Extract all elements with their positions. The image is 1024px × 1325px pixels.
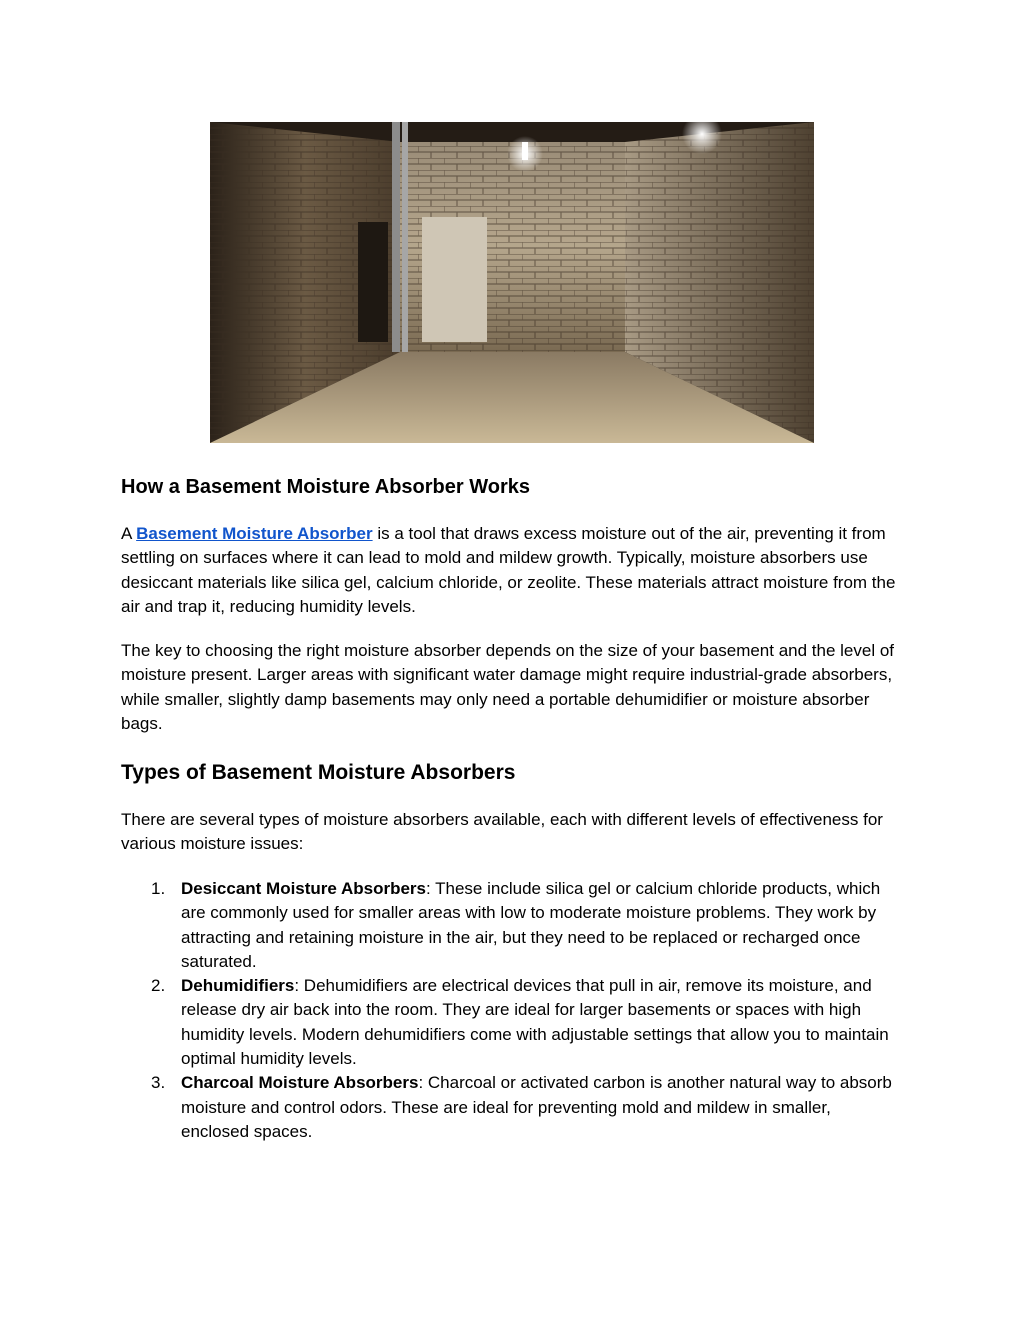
- list-item-number: 3.: [151, 1073, 166, 1093]
- section-heading-types: Types of Basement Moisture Absorbers: [121, 761, 516, 784]
- list-item-title: Charcoal Moisture Absorbers: [181, 1073, 419, 1093]
- list-item-title: Desiccant Moisture Absorbers: [181, 879, 426, 898]
- list-item-title: Dehumidifiers: [181, 976, 295, 996]
- section-heading-how-it-works: How a Basement Moisture Absorber Works: [121, 476, 530, 498]
- paragraph-choosing: The key to choosing the right moisture absorber depends on the size of your basement and the level of moisture present. Larger areas with significant water damage might require industrial-grade absorbers, while smaller, slightly damp basements may only need a portable dehumidifier or moisture absorber bags.: [121, 641, 895, 733]
- list-item: [121, 877, 903, 974]
- photo-of-brick-basement-icon: [210, 122, 814, 443]
- list-item-number: 1.: [151, 879, 166, 898]
- types-list: [121, 877, 903, 1144]
- paragraph-intro-rest: is a tool that draws excess moisture out of the air, preventing it from settling on surfaces where it can lead to mold and mildew growth. Typically, moisture absorbers use desiccant materials like silica gel, calcium chloride, or zeolite. These materials attract moisture from the air and trap it, reducing humidity levels.: [121, 524, 896, 616]
- basement-photo: [210, 122, 814, 443]
- list-item: [121, 1071, 903, 1144]
- paragraph-types-intro: There are several types of moisture absorbers available, each with different levels of effectiveness for various moisture issues:: [121, 810, 883, 854]
- list-item-text: : Charcoal or activated carbon is another natural way to absorb moisture and control odors. These are ideal for preventing mold and mildew in smaller, enclosed spaces.: [181, 1073, 892, 1141]
- paragraph-intro-lead: A: [121, 524, 137, 543]
- paragraph-intro: [121, 522, 903, 619]
- list-item-number: 2.: [151, 976, 166, 996]
- list-item: [121, 974, 903, 1071]
- list-item-text: : Dehumidifiers are electrical devices that pull in air, remove its moisture, and release dry air back into the room. They are ideal for larger basements or spaces with high humidity levels. Modern dehumidifiers come with adjustable settings that allow you to maintain optimal humidity levels.: [181, 976, 889, 1069]
- list-item-text: : These include silica gel or calcium chloride products, which are commonly used for smaller areas with low to moderate moisture problems. They work by attracting and retaining moisture in the air, but they need to be replaced or recharged once saturated.: [181, 879, 881, 971]
- basement-moisture-absorber-link[interactable]: Basement Moisture Absorber: [136, 524, 373, 543]
